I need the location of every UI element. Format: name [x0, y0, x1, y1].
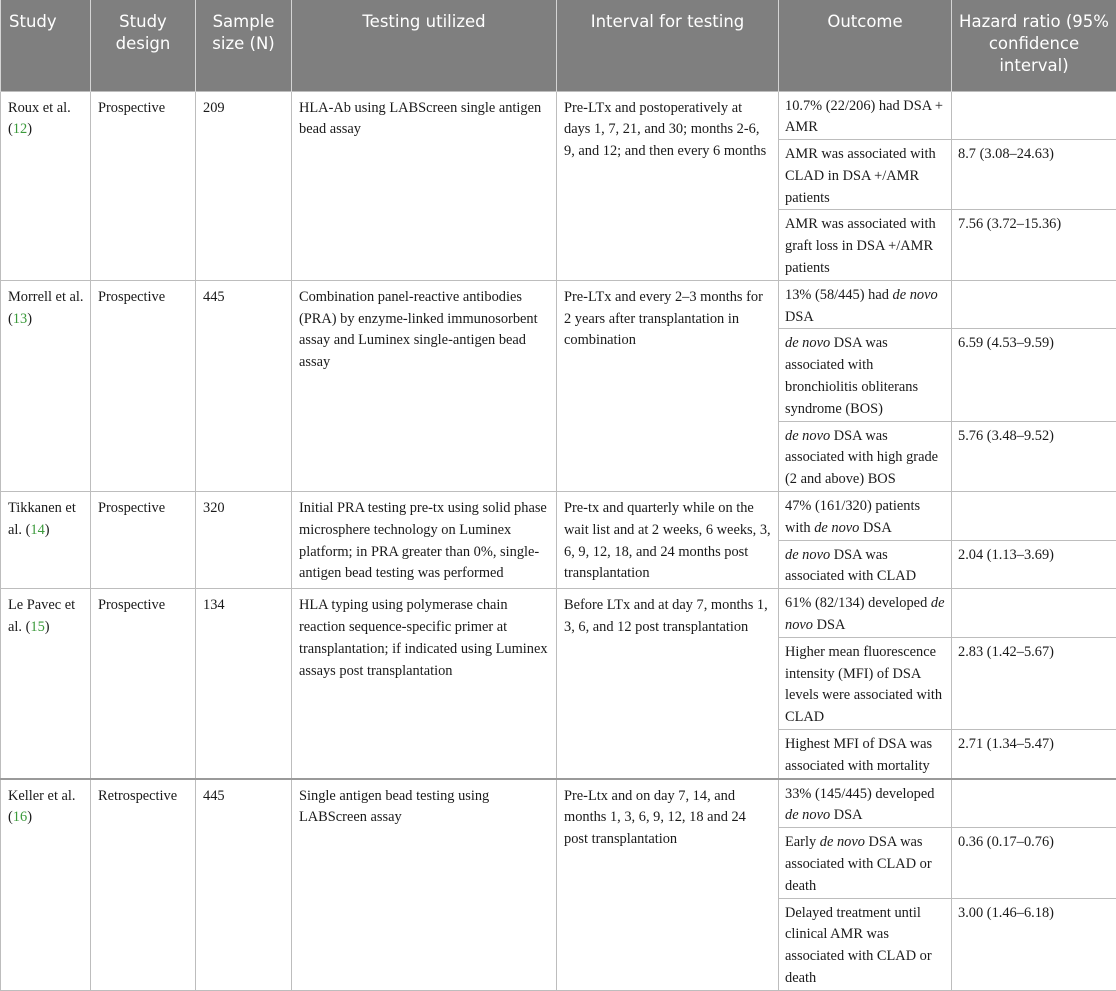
hazard-ratio-cell: 2.71 (1.34–5.47) [952, 730, 1116, 779]
study-author-close: ) [27, 809, 32, 825]
hazard-ratio-cell: 6.59 (4.53–9.59) [952, 329, 1116, 421]
hazard-ratio-cell: 5.76 (3.48–9.52) [952, 421, 1116, 491]
outcome-text: DSA was associated with CLAD [785, 547, 916, 585]
table-row [1, 779, 1116, 828]
testing-cell: Combination panel-reactive antibodies (PRA) by enzyme-linked immunosorbent assay and Luminex single-antigen bead assay [292, 280, 557, 491]
outcome-text: Delayed treatment until clinical AMR was associated with CLAD or death [785, 905, 932, 986]
header-sample-size: Sample size (N) [196, 0, 292, 91]
interval-cell: Before LTx and at day 7, months 1, 3, 6, and 12 post transplantation [557, 589, 779, 779]
study-ref-link: 12 [13, 121, 27, 137]
design-cell: Prospective [91, 91, 196, 280]
outcome-text: DSA [859, 520, 891, 536]
design-cell: Prospective [91, 280, 196, 491]
testing-cell: HLA-Ab using LABScreen single antigen bead assay [292, 91, 557, 280]
study-ref-link: 16 [13, 809, 27, 825]
table-row [1, 91, 1116, 140]
table-body [1, 91, 1116, 990]
outcome-text: 33% (145/445) developed [785, 786, 934, 802]
header-study: Study [1, 0, 91, 91]
hazard-ratio-cell: 7.56 (3.72–15.36) [952, 210, 1116, 280]
outcome-cell [779, 730, 952, 779]
study-author: Morrell et al. ( [8, 289, 84, 327]
outcome-cell [779, 540, 952, 589]
sample-size-cell: 209 [196, 91, 292, 280]
header-outcome: Outcome [779, 0, 952, 91]
study-author: Le Pavec et al. ( [8, 597, 75, 635]
outcome-text: DSA was associated with CLAD or death [785, 834, 932, 894]
table-row [1, 280, 1116, 329]
header-hazard-ratio: Hazard ratio (95% confidence interval) [952, 0, 1116, 91]
interval-cell: Pre-tx and quarterly while on the wait list and at 2 weeks, 6 weeks, 3, 6, 9, 12, 18, and 24 months post transplantation [557, 492, 779, 589]
outcome-emphasis: de novo [814, 520, 859, 536]
testing-cell: Single antigen bead testing using LABScreen assay [292, 779, 557, 991]
hazard-ratio-cell [952, 280, 1116, 329]
hazard-ratio-cell [952, 779, 1116, 828]
outcome-emphasis: de novo [820, 834, 865, 850]
sample-size-cell: 445 [196, 779, 292, 991]
outcome-text: DSA [830, 807, 862, 823]
design-cell: Retrospective [91, 779, 196, 991]
outcome-text: DSA was associated with bronchiolitis obliterans syndrome (BOS) [785, 335, 918, 416]
outcome-text: 47% (161/320) patients with [785, 498, 920, 536]
outcome-cell [779, 779, 952, 828]
outcome-emphasis: de novo [785, 547, 830, 563]
outcome-emphasis: de novo [893, 287, 938, 303]
study-cell [1, 589, 91, 779]
outcome-cell [779, 898, 952, 990]
table-row [1, 589, 1116, 638]
outcome-cell [779, 637, 952, 729]
header-interval: Interval for testing [557, 0, 779, 91]
interval-cell: Pre-LTx and postoperatively at days 1, 7, 21, and 30; months 2-6, 9, and 12; and then every 6 months [557, 91, 779, 280]
outcome-emphasis: de novo [785, 595, 944, 633]
outcome-text: 10.7% (22/206) had DSA + AMR [785, 98, 943, 136]
outcome-text: AMR was associated with CLAD in DSA +/AMR patients [785, 146, 936, 206]
sample-size-cell: 445 [196, 280, 292, 491]
study-cell [1, 91, 91, 280]
study-author-close: ) [27, 311, 32, 327]
study-author: Keller et al. ( [8, 788, 76, 826]
hazard-ratio-cell: 2.04 (1.13–3.69) [952, 540, 1116, 589]
study-ref-link: 13 [13, 311, 27, 327]
header-row [1, 0, 1116, 91]
header-testing-utilized: Testing utilized [292, 0, 557, 91]
design-cell: Prospective [91, 492, 196, 589]
outcome-text: 13% (58/445) had [785, 287, 893, 303]
outcome-emphasis: de novo [785, 428, 830, 444]
study-author: Tikkanen et al. ( [8, 500, 76, 538]
outcome-emphasis: de novo [785, 807, 830, 823]
outcome-cell [779, 140, 952, 210]
hazard-ratio-cell [952, 91, 1116, 140]
interval-cell: Pre-LTx and every 2–3 months for 2 years after transplantation in combination [557, 280, 779, 491]
hazard-ratio-cell: 3.00 (1.46–6.18) [952, 898, 1116, 990]
study-author-close: ) [27, 121, 32, 137]
design-cell: Prospective [91, 589, 196, 779]
study-ref-link: 15 [30, 619, 44, 635]
header-study-design: Study design [91, 0, 196, 91]
sample-size-cell: 320 [196, 492, 292, 589]
outcome-cell [779, 589, 952, 638]
hazard-ratio-cell: 2.83 (1.42–5.67) [952, 637, 1116, 729]
outcome-cell [779, 421, 952, 491]
study-author-close: ) [45, 522, 50, 538]
interval-cell: Pre-Ltx and on day 7, 14, and months 1, 3, 6, 9, 12, 18 and 24 post transplantation [557, 779, 779, 991]
hazard-ratio-cell: 8.7 (3.08–24.63) [952, 140, 1116, 210]
outcome-cell [779, 828, 952, 898]
table-row [1, 492, 1116, 541]
study-cell [1, 280, 91, 491]
study-cell [1, 492, 91, 589]
outcome-text: DSA [785, 309, 814, 325]
outcome-cell [779, 210, 952, 280]
outcome-text: 61% (82/134) developed [785, 595, 931, 611]
outcome-text: Highest MFI of DSA was associated with mortality [785, 736, 932, 774]
outcome-text: Higher mean fluorescence intensity (MFI) of DSA levels were associated with CLAD [785, 644, 942, 725]
outcome-emphasis: de novo [785, 335, 830, 351]
outcome-cell [779, 329, 952, 421]
hazard-ratio-cell [952, 589, 1116, 638]
hazard-ratio-cell: 0.36 (0.17–0.76) [952, 828, 1116, 898]
outcome-text: DSA was associated with high grade (2 and above) BOS [785, 428, 938, 488]
outcome-text: AMR was associated with graft loss in DSA +/AMR patients [785, 216, 936, 276]
outcome-text: Early [785, 834, 820, 850]
study-cell [1, 779, 91, 991]
outcome-cell [779, 492, 952, 541]
outcome-cell [779, 280, 952, 329]
study-author-close: ) [45, 619, 50, 635]
outcome-text: DSA [813, 617, 845, 633]
study-ref-link: 14 [30, 522, 44, 538]
hazard-ratio-cell [952, 492, 1116, 541]
sample-size-cell: 134 [196, 589, 292, 779]
testing-cell: HLA typing using polymerase chain reaction sequence-specific primer at transplantation; if indicated using Luminex assays post transplantation [292, 589, 557, 779]
testing-cell: Initial PRA testing pre-tx using solid phase microsphere technology on Luminex platform; in PRA greater than 0%, single-antigen bead testing was performed [292, 492, 557, 589]
outcome-cell [779, 91, 952, 140]
study-author: Roux et al. ( [8, 100, 71, 138]
